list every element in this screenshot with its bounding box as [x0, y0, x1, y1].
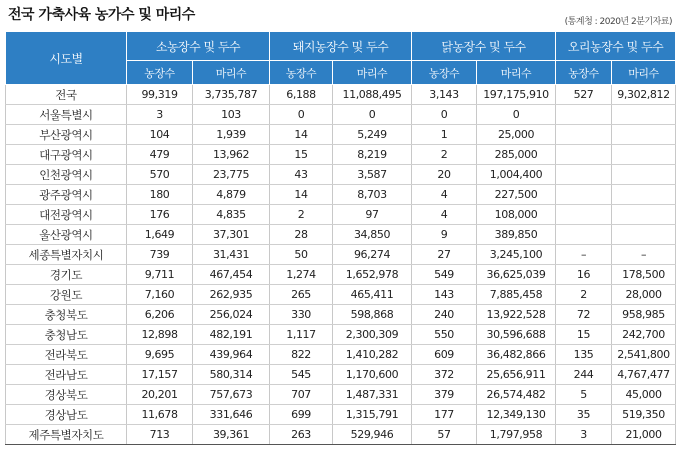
- livestock-table: [5, 31, 676, 445]
- value-cell: 379: [412, 385, 477, 405]
- value-cell: 176: [127, 205, 193, 225]
- value-cell: 598,868: [333, 305, 412, 325]
- value-cell: [612, 165, 676, 185]
- page-title: 전국 가축사육 농가수 및 마리수: [8, 7, 195, 23]
- region-cell: 전라남도: [6, 365, 127, 385]
- value-cell: 609: [412, 345, 477, 365]
- value-cell: 25,000: [477, 125, 556, 145]
- value-cell: 439,964: [193, 345, 270, 365]
- value-cell: 0: [333, 105, 412, 125]
- value-cell: 482,191: [193, 325, 270, 345]
- table-row: [6, 245, 676, 265]
- value-cell: 31,431: [193, 245, 270, 265]
- value-cell: [556, 225, 612, 245]
- value-cell: 16: [556, 265, 612, 285]
- value-cell: 757,673: [193, 385, 270, 405]
- value-cell: 50: [270, 245, 333, 265]
- value-cell: 39,361: [193, 425, 270, 445]
- group-header-chicken: 닭농장수 및 두수: [412, 32, 556, 61]
- group-header-cattle: 소농장수 및 두수: [127, 32, 270, 61]
- value-cell: 9,302,812: [612, 85, 676, 105]
- value-cell: 7,885,458: [477, 285, 556, 305]
- value-cell: 15: [270, 145, 333, 165]
- value-cell: 0: [477, 105, 556, 125]
- value-cell: 2: [556, 285, 612, 305]
- value-cell: 34,850: [333, 225, 412, 245]
- value-cell: 1,004,400: [477, 165, 556, 185]
- value-cell: 177: [412, 405, 477, 425]
- value-cell: 11,678: [127, 405, 193, 425]
- value-cell: 103: [193, 105, 270, 125]
- table-row: [6, 285, 676, 305]
- value-cell: 699: [270, 405, 333, 425]
- value-cell: 43: [270, 165, 333, 185]
- value-cell: 4: [412, 185, 477, 205]
- value-cell: 822: [270, 345, 333, 365]
- group-header-duck: 오리농장수 및 두수: [556, 32, 676, 61]
- value-cell: 21,000: [612, 425, 676, 445]
- table-row: [6, 305, 676, 325]
- value-cell: 30,596,688: [477, 325, 556, 345]
- value-cell: [612, 225, 676, 245]
- region-header: 시도별: [6, 32, 127, 85]
- value-cell: 519,350: [612, 405, 676, 425]
- value-cell: 1,170,600: [333, 365, 412, 385]
- source-note: (통계청 : 2020년 2분기자료): [564, 17, 672, 27]
- value-cell: 1,117: [270, 325, 333, 345]
- value-cell: 1,315,791: [333, 405, 412, 425]
- region-cell: 전라북도: [6, 345, 127, 365]
- value-cell: [612, 205, 676, 225]
- region-cell: 대전광역시: [6, 205, 127, 225]
- region-cell: 전국: [6, 85, 127, 105]
- region-cell: 서울특별시: [6, 105, 127, 125]
- value-cell: 12,898: [127, 325, 193, 345]
- value-cell: 178,500: [612, 265, 676, 285]
- table-row: [6, 325, 676, 345]
- value-cell: 2,541,800: [612, 345, 676, 365]
- region-cell: 충청남도: [6, 325, 127, 345]
- value-cell: 4: [412, 205, 477, 225]
- value-cell: 14: [270, 125, 333, 145]
- value-cell: [612, 185, 676, 205]
- value-cell: [556, 125, 612, 145]
- value-cell: 6,206: [127, 305, 193, 325]
- value-cell: 36,625,039: [477, 265, 556, 285]
- region-cell: 제주특별자치도: [6, 425, 127, 445]
- value-cell: 72: [556, 305, 612, 325]
- value-cell: 9,711: [127, 265, 193, 285]
- value-cell: 1,487,331: [333, 385, 412, 405]
- group-header-pig: 돼지농장수 및 두수: [270, 32, 412, 61]
- value-cell: 4,879: [193, 185, 270, 205]
- value-cell: 240: [412, 305, 477, 325]
- value-cell: [612, 145, 676, 165]
- value-cell: 263: [270, 425, 333, 445]
- value-cell: 6,188: [270, 85, 333, 105]
- value-cell: 4,767,477: [612, 365, 676, 385]
- value-cell: 8,703: [333, 185, 412, 205]
- value-cell: 2: [412, 145, 477, 165]
- value-cell: [556, 145, 612, 165]
- value-cell: 707: [270, 385, 333, 405]
- table-row: [6, 185, 676, 205]
- table-row: [6, 225, 676, 245]
- value-cell: 1,652,978: [333, 265, 412, 285]
- value-cell: 527: [556, 85, 612, 105]
- table-row: [6, 205, 676, 225]
- value-cell: 550: [412, 325, 477, 345]
- table-row: [6, 385, 676, 405]
- value-cell: [556, 105, 612, 125]
- value-cell: 37,301: [193, 225, 270, 245]
- value-cell: 4,835: [193, 205, 270, 225]
- table-row: [6, 145, 676, 165]
- table-row: [6, 405, 676, 425]
- value-cell: 467,454: [193, 265, 270, 285]
- value-cell: 13,962: [193, 145, 270, 165]
- value-cell: 285,000: [477, 145, 556, 165]
- value-cell: 3,143: [412, 85, 477, 105]
- subheader-heads: 마리수: [193, 61, 270, 85]
- value-cell: 12,349,130: [477, 405, 556, 425]
- region-cell: 경기도: [6, 265, 127, 285]
- value-cell: 549: [412, 265, 477, 285]
- value-cell: 27: [412, 245, 477, 265]
- value-cell: 570: [127, 165, 193, 185]
- value-cell: 15: [556, 325, 612, 345]
- value-cell: 2,300,309: [333, 325, 412, 345]
- value-cell: 265: [270, 285, 333, 305]
- value-cell: 197,175,910: [477, 85, 556, 105]
- value-cell: 28,000: [612, 285, 676, 305]
- region-cell: 인천광역시: [6, 165, 127, 185]
- value-cell: 20: [412, 165, 477, 185]
- value-cell: 1,410,282: [333, 345, 412, 365]
- value-cell: 330: [270, 305, 333, 325]
- value-cell: 17,157: [127, 365, 193, 385]
- value-cell: 242,700: [612, 325, 676, 345]
- value-cell: 529,946: [333, 425, 412, 445]
- subheader-heads: 마리수: [477, 61, 556, 85]
- table-row: [6, 425, 676, 445]
- value-cell: 35: [556, 405, 612, 425]
- value-cell: 739: [127, 245, 193, 265]
- value-cell: 36,482,866: [477, 345, 556, 365]
- region-cell: 경상북도: [6, 385, 127, 405]
- value-cell: 545: [270, 365, 333, 385]
- value-cell: –: [556, 245, 612, 265]
- value-cell: 104: [127, 125, 193, 145]
- region-cell: 세종특별자치시: [6, 245, 127, 265]
- value-cell: 1,797,958: [477, 425, 556, 445]
- value-cell: 143: [412, 285, 477, 305]
- value-cell: 1,274: [270, 265, 333, 285]
- value-cell: 3: [127, 105, 193, 125]
- value-cell: 28: [270, 225, 333, 245]
- value-cell: 20,201: [127, 385, 193, 405]
- value-cell: 244: [556, 365, 612, 385]
- value-cell: 57: [412, 425, 477, 445]
- value-cell: 0: [270, 105, 333, 125]
- value-cell: 9,695: [127, 345, 193, 365]
- value-cell: 1,649: [127, 225, 193, 245]
- value-cell: 958,985: [612, 305, 676, 325]
- value-cell: 45,000: [612, 385, 676, 405]
- value-cell: 23,775: [193, 165, 270, 185]
- value-cell: [612, 125, 676, 145]
- value-cell: 25,656,911: [477, 365, 556, 385]
- value-cell: 580,314: [193, 365, 270, 385]
- value-cell: 372: [412, 365, 477, 385]
- value-cell: 108,000: [477, 205, 556, 225]
- region-cell: 부산광역시: [6, 125, 127, 145]
- value-cell: 97: [333, 205, 412, 225]
- subheader-heads: 마리수: [333, 61, 412, 85]
- value-cell: 3: [556, 425, 612, 445]
- value-cell: 180: [127, 185, 193, 205]
- subheader-farms: 농장수: [556, 61, 612, 85]
- value-cell: 11,088,495: [333, 85, 412, 105]
- value-cell: [612, 105, 676, 125]
- value-cell: 5: [556, 385, 612, 405]
- value-cell: 479: [127, 145, 193, 165]
- region-cell: 대구광역시: [6, 145, 127, 165]
- region-cell: 경상남도: [6, 405, 127, 425]
- table-row: [6, 365, 676, 385]
- value-cell: 3,587: [333, 165, 412, 185]
- table-row: [6, 105, 676, 125]
- value-cell: 256,024: [193, 305, 270, 325]
- subheader-heads: 마리수: [612, 61, 676, 85]
- value-cell: –: [612, 245, 676, 265]
- value-cell: [556, 165, 612, 185]
- region-cell: 광주광역시: [6, 185, 127, 205]
- value-cell: [556, 205, 612, 225]
- value-cell: 1,939: [193, 125, 270, 145]
- value-cell: 26,574,482: [477, 385, 556, 405]
- table-row: [6, 125, 676, 145]
- subheader-farms: 농장수: [412, 61, 477, 85]
- value-cell: 1: [412, 125, 477, 145]
- value-cell: 389,850: [477, 225, 556, 245]
- value-cell: 0: [412, 105, 477, 125]
- value-cell: 713: [127, 425, 193, 445]
- value-cell: 7,160: [127, 285, 193, 305]
- subheader-farms: 농장수: [127, 61, 193, 85]
- value-cell: 14: [270, 185, 333, 205]
- value-cell: 262,935: [193, 285, 270, 305]
- value-cell: 465,411: [333, 285, 412, 305]
- region-cell: 강원도: [6, 285, 127, 305]
- subheader-farms: 농장수: [270, 61, 333, 85]
- value-cell: 2: [270, 205, 333, 225]
- table-row: [6, 85, 676, 105]
- value-cell: 13,922,528: [477, 305, 556, 325]
- value-cell: 227,500: [477, 185, 556, 205]
- value-cell: 9: [412, 225, 477, 245]
- value-cell: 3,245,100: [477, 245, 556, 265]
- table-row: [6, 165, 676, 185]
- value-cell: 8,219: [333, 145, 412, 165]
- table-row: [6, 265, 676, 285]
- region-cell: 충청북도: [6, 305, 127, 325]
- value-cell: 3,735,787: [193, 85, 270, 105]
- value-cell: 135: [556, 345, 612, 365]
- value-cell: 99,319: [127, 85, 193, 105]
- value-cell: 96,274: [333, 245, 412, 265]
- table-row: [6, 345, 676, 365]
- value-cell: 5,249: [333, 125, 412, 145]
- value-cell: [556, 185, 612, 205]
- value-cell: 331,646: [193, 405, 270, 425]
- region-cell: 울산광역시: [6, 225, 127, 245]
